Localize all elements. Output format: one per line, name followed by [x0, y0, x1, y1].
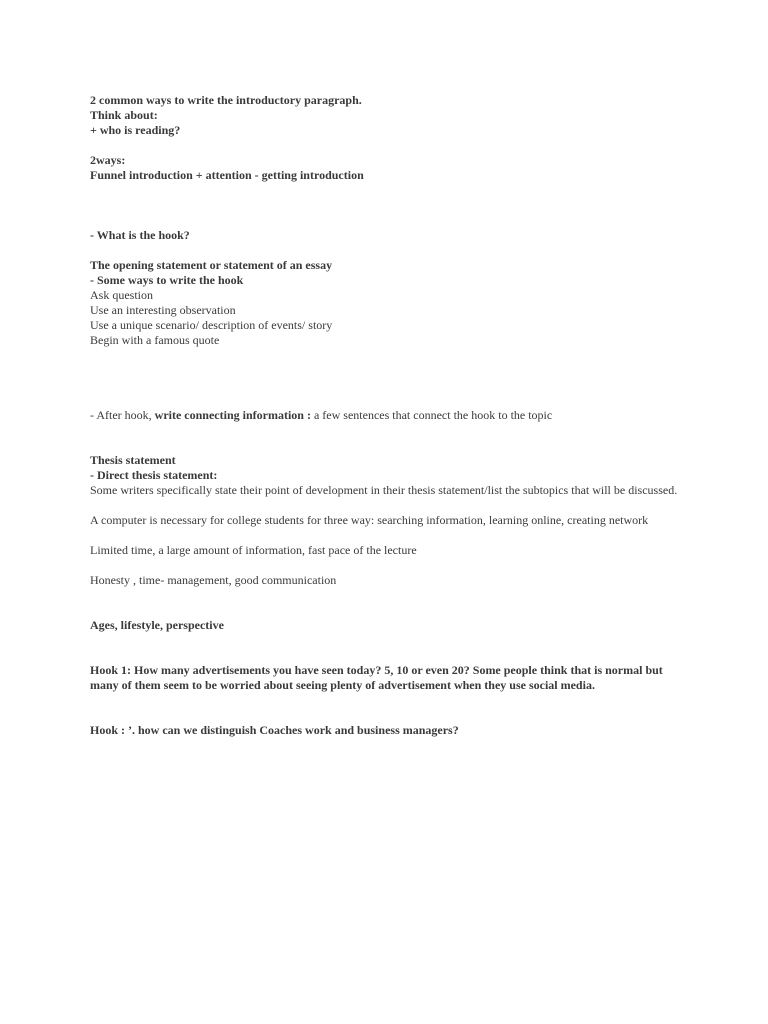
- hook-ways-heading: - Some ways to write the hook: [90, 273, 244, 287]
- who-is-reading: + who is reading?: [90, 123, 181, 137]
- intro-heading: 2 common ways to write the introductory paragraph.: [90, 93, 362, 107]
- two-ways-label: 2ways:: [90, 153, 126, 167]
- hook-way-question: Ask question: [90, 288, 153, 302]
- hook-definition: The opening statement or statement of an essay: [90, 258, 333, 272]
- thesis-example-honesty: Honesty , time- management, good communication: [90, 573, 337, 587]
- think-about-label: Think about:: [90, 108, 158, 122]
- thesis-example-time: Limited time, a large amount of information, fast pace of the lecture: [90, 543, 417, 557]
- hook-2-text: Hook : ’. how can we distinguish Coaches work and business managers?: [90, 723, 459, 737]
- connecting-information-label: write connecting information :: [154, 408, 314, 422]
- thesis-example-ages: Ages, lifestyle, perspective: [90, 618, 224, 632]
- hook-1-text: Hook 1: How many advertisements you have seen today? 5, 10 or even 20? Some people think that is normal but many of them seem to be worried about seeing plenty of advertisement when they use social media.: [90, 663, 663, 692]
- hook-way-scenario: Use a unique scenario/ description of events/ story: [90, 318, 333, 332]
- direct-thesis-heading: - Direct thesis statement:: [90, 468, 218, 482]
- thesis-example-computer: A computer is necessary for college students for three way: searching information, learning online, creating network: [90, 513, 649, 527]
- after-hook-line: [90, 408, 690, 423]
- hook-way-quote: Begin with a famous quote: [90, 333, 220, 347]
- what-is-hook: - What is the hook?: [90, 228, 190, 242]
- direct-thesis-text: Some writers specifically state their point of development in their thesis statement/list the subtopics that will be discussed.: [90, 483, 678, 497]
- document-body: [90, 93, 690, 738]
- thesis-statement-heading: Thesis statement: [90, 453, 176, 467]
- after-hook-prefix: - After hook,: [90, 408, 155, 422]
- hook-way-observation: Use an interesting observation: [90, 303, 236, 317]
- funnel-introduction: Funnel introduction + attention - getting introduction: [90, 168, 364, 182]
- connecting-information-text: a few sentences that connect the hook to the topic: [313, 408, 553, 422]
